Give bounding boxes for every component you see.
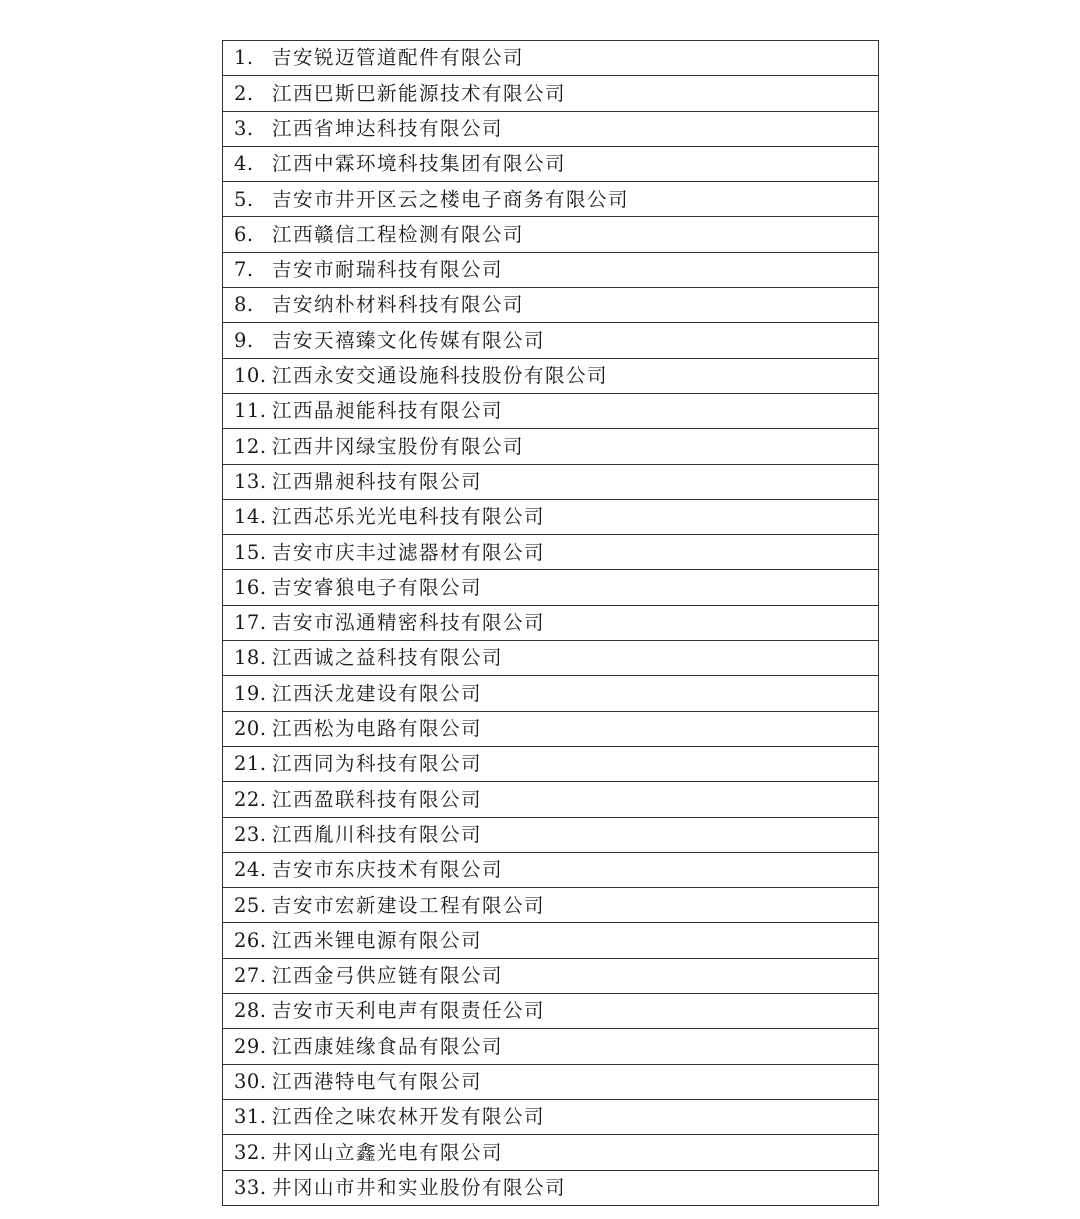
table-row [223,852,879,887]
table-cell [223,711,879,746]
table-cell [223,1029,879,1064]
company-list-table [222,40,879,1206]
row-number: 33. [234,1175,267,1199]
table-row [223,464,879,499]
row-number: 23. [234,822,267,846]
company-name: 江西同为科技有限公司 [272,752,483,776]
table-row [223,252,879,287]
row-number: 7. [234,258,254,282]
table-cell [223,323,879,358]
table-row [223,323,879,358]
company-name: 吉安市宏新建设工程有限公司 [272,893,546,917]
table-row [223,641,879,676]
company-name: 江西佺之味农林开发有限公司 [272,1105,546,1129]
row-number: 28. [234,999,267,1023]
table-row [223,570,879,605]
table-cell [223,358,879,393]
company-name: 江西永安交通设施科技股份有限公司 [272,364,609,388]
row-number: 25. [234,893,267,917]
company-name: 吉安睿狼电子有限公司 [272,575,483,599]
table-row [223,605,879,640]
table-row [223,535,879,570]
table-cell [223,288,879,323]
company-name: 江西松为电路有限公司 [272,717,483,741]
company-name: 江西盈联科技有限公司 [272,787,483,811]
company-name: 吉安市井开区云之楼电子商务有限公司 [272,187,630,211]
table-cell [223,252,879,287]
table-cell [223,1135,879,1170]
table-cell [223,1099,879,1134]
table-cell [223,958,879,993]
company-name: 江西鼎昶科技有限公司 [272,469,483,493]
table-row [223,429,879,464]
table-cell [223,994,879,1029]
table-row [223,41,879,76]
table-cell [223,852,879,887]
table-row [223,146,879,181]
table-row [223,217,879,252]
row-number: 18. [234,646,267,670]
company-name: 江西赣信工程检测有限公司 [272,222,525,246]
table-row [223,817,879,852]
company-name: 江西省坤达科技有限公司 [272,116,504,140]
table-row [223,1135,879,1170]
table-row [223,393,879,428]
row-number: 5. [234,187,254,211]
row-number: 24. [234,858,267,882]
row-number: 10. [234,364,267,388]
table-row [223,782,879,817]
table-cell [223,1064,879,1099]
table-cell [223,393,879,428]
row-number: 29. [234,1034,267,1058]
table-row [223,923,879,958]
table-cell [223,676,879,711]
company-name: 江西米锂电源有限公司 [272,928,483,952]
company-name: 江西港特电气有限公司 [272,1070,483,1093]
table-row [223,994,879,1029]
row-number: 20. [234,717,267,741]
row-number: 9. [234,328,254,352]
row-number: 1. [234,46,254,70]
table-cell [223,923,879,958]
company-name: 江西晶昶能科技有限公司 [272,399,504,423]
table-cell [223,217,879,252]
table-row [223,358,879,393]
row-number: 27. [234,964,267,988]
table-row [223,1170,879,1205]
company-name: 江西井冈绿宝股份有限公司 [272,434,525,458]
table-cell [223,641,879,676]
company-name: 江西诚之益科技有限公司 [272,646,504,670]
table-row [223,76,879,111]
table-row [223,499,879,534]
company-name: 江西胤川科技有限公司 [272,822,483,846]
table-cell [223,535,879,570]
company-name: 吉安市天利电声有限责任公司 [272,999,546,1023]
row-number: 19. [234,681,267,705]
row-number: 13. [234,469,267,493]
company-name: 吉安纳朴材料科技有限公司 [272,293,525,317]
table-cell [223,605,879,640]
table-row [223,1029,879,1064]
table-cell [223,464,879,499]
row-number: 32. [234,1140,267,1164]
table-cell [223,111,879,146]
company-name: 江西中霖环境科技集团有限公司 [272,152,567,176]
company-name: 吉安锐迈管道配件有限公司 [272,46,525,70]
company-name: 江西金弓供应链有限公司 [272,964,504,988]
row-number: 26. [234,928,267,952]
row-number: 15. [234,540,267,564]
table-row [223,1064,879,1099]
row-number: 17. [234,611,267,635]
table-row [223,746,879,781]
table-row [223,111,879,146]
company-name: 吉安天禧臻文化传媒有限公司 [272,328,546,352]
company-name: 江西沃龙建设有限公司 [272,681,483,705]
row-number: 2. [234,81,254,105]
company-name: 吉安市耐瑞科技有限公司 [272,258,504,282]
row-number: 11. [234,399,267,423]
company-name: 井冈山立鑫光电有限公司 [272,1140,504,1164]
table-row [223,1099,879,1134]
company-name: 吉安市东庆技术有限公司 [272,858,504,882]
table-cell [223,782,879,817]
row-number: 30. [234,1070,267,1093]
table-cell [223,1170,879,1205]
table-row [223,958,879,993]
company-name: 吉安市庆丰过滤器材有限公司 [272,540,546,564]
table-cell [223,429,879,464]
company-name: 江西巴斯巴新能源技术有限公司 [272,81,567,105]
row-number: 21. [234,752,267,776]
table-cell [223,146,879,181]
table-row [223,676,879,711]
company-name: 江西芯乐光光电科技有限公司 [272,505,546,529]
company-name: 江西康娃缘食品有限公司 [272,1034,504,1058]
row-number: 8. [234,293,254,317]
row-number: 31. [234,1105,267,1129]
table-cell [223,182,879,217]
table-cell [223,888,879,923]
row-number: 12. [234,434,267,458]
company-name: 井冈山市井和实业股份有限公司 [272,1175,567,1199]
table-cell [223,570,879,605]
row-number: 22. [234,787,267,811]
row-number: 4. [234,152,254,176]
table-cell [223,41,879,76]
row-number: 14. [234,505,267,529]
table-cell [223,817,879,852]
table-row [223,711,879,746]
table-row [223,182,879,217]
row-number: 6. [234,222,254,246]
table-cell [223,499,879,534]
row-number: 3. [234,116,254,140]
table-row [223,288,879,323]
company-name: 吉安市泓通精密科技有限公司 [272,611,546,635]
table-row [223,888,879,923]
company-list-body [223,41,879,1206]
row-number: 16. [234,575,267,599]
table-cell [223,76,879,111]
table-cell [223,746,879,781]
